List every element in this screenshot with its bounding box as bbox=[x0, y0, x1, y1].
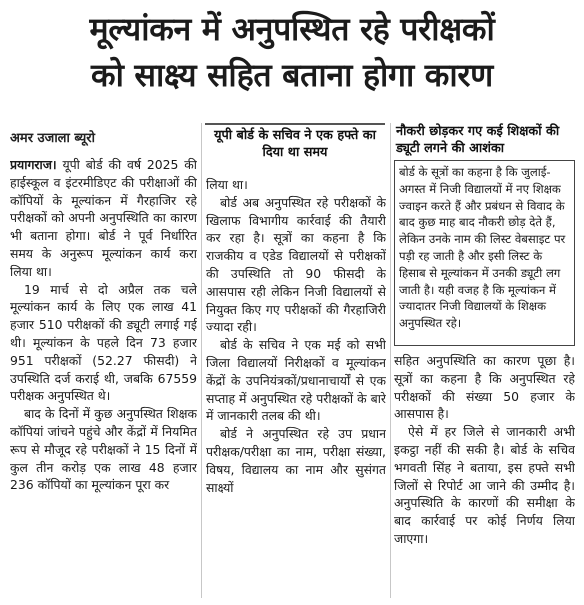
headline-line-1: मूल्यांकन में अनुपस्थित रहे परीक्षकों bbox=[89, 10, 495, 48]
paragraph-6: बोर्ड ने अनुपस्थित रहे उप प्रधान परीक्षक/परीक्षा का नाम, परीक्षा संख्या, विषय, विद्यालय का नाम और सुसंगत साक्ष्यों bbox=[206, 426, 386, 495]
paragraph-1 bbox=[10, 156, 197, 281]
paragraph-8: ऐसे में हर जिले से जानकारी अभी इकट्ठा नहीं की सकी है। बोर्ड के सचिव भगवती सिंह ने बताया, इस हफ्ते सभी जिलों से रिपोर्ट आ जाने की उम्मीद है। अनुपस्थिति के कारणों की समीक्षा के बाद कार्रवाई पर कोई निर्णय लिया जाएगा। bbox=[394, 424, 575, 546]
continuation-text: लिया था। bbox=[206, 177, 248, 192]
byline: अमर उजाला ब्यूरो bbox=[10, 131, 95, 146]
article-column-1 bbox=[10, 156, 197, 596]
paragraph-7: सहित अनुपस्थिति का कारण पूछा है। सूत्रों का कहना है कि अनुपस्थित रहे परीक्षकों की संख्या 50 हजार के आसपास है। bbox=[394, 353, 575, 422]
paragraph-3: बाद के दिनों में कुछ अनुपस्थित शिक्षक कॉपियां जांचने पहुंचे और केंद्रों में नियमित रूप से मौजूद रहे परीक्षकों ने 15 दिनों में कुल तीन करोड़ एक लाख 48 हजार 236 कॉपियों का मूल्यांकन पूरा कर bbox=[10, 406, 197, 493]
subheading-secretary-deadline: यूपी बोर्ड के सचिव ने एक हफ्ते का दिया था समय bbox=[205, 123, 385, 165]
paragraph-2: 19 मार्च से दो अप्रैल तक चले मूल्यांकन कार्य के लिए एक लाख 41 हजार 510 परीक्षकों की ड्यूटी लगाई गई थी। मूल्यांकन के पहले दिन 73 हजार 951 परीक्षकों (52.27 फीसदी) ने उपस्थिति दर्ज कराई थी, जबकि 67559 परीक्षक अनुपस्थित थे। bbox=[10, 281, 197, 404]
column-divider-2 bbox=[390, 123, 391, 598]
paragraph-4: बोर्ड अब अनुपस्थित रहे परीक्षकों के खिलाफ विभागीय कार्रवाई की तैयारी कर रहा है। सूत्रों का कहना है कि राजकीय व एडेड विद्यालयों से परीक्षकों की उपस्थिति तो 90 फीसदी के आसपास रही लेकिन निजी विद्यालयों से नियुक्त किए गए परीक्षकों की गैरहाजिरी ज्यादा रही। bbox=[206, 194, 386, 335]
headline-line-2: को साक्ष्य सहित बताना होगा कारण bbox=[91, 56, 493, 94]
sidebar-box: बोर्ड के सूत्रों का कहना है कि जुलाई-अगस्त में निजी विद्यालयों में नए शिक्षक ज्वाइन करते हैं और प्रबंधन से विवाद के बाद कुछ माह बाद नौकरी छोड़ देते हैं, लेकिन उनके नाम की लिस्ट वेबसाइट पर पड़ी रह जाती है और इसी लिस्ट के हिसाब से मूल्यांकन में उनकी ड्यूटी लग जाती है। यही वजह है कि मूल्यांकन में ज्यादातर निजी विद्यालयों के शिक्षक अनुपस्थित रहे। bbox=[394, 160, 575, 346]
paragraph-1-text: यूपी बोर्ड की वर्ष 2025 की हाईस्कूल व इंटरमीडिएट की परीक्षाओं की कॉपियों के मूल्यांकन में गैरहाजिर रहे परीक्षकों को अपनी अनुपस्थिति का कारण भी बताना होगा। बोर्ड ने पूर्व निर्धारित समय के अनुरूप मूल्यांकन कार्य करा लिया था। bbox=[10, 157, 197, 279]
article-column-2 bbox=[206, 176, 386, 598]
subheading-duty-doubt: नौकरी छोड़कर गए कई शिक्षकों की ड्यूटी लगने की आशंका bbox=[396, 124, 560, 156]
article-column-3 bbox=[394, 352, 575, 598]
column-divider-1 bbox=[201, 123, 202, 598]
dateline: प्रयागराज। bbox=[10, 157, 57, 172]
paragraph-5: बोर्ड के सचिव ने एक मई को सभी जिला विद्यालयों निरीक्षकों व मूल्यांकन केंद्रों के उपनियंत्रकों/प्रधानाचार्यों से एक सप्ताह में अनुपस्थित रहे परीक्षकों के बारे में जानकारी तलब की थी। bbox=[206, 337, 386, 424]
headline bbox=[8, 6, 576, 98]
